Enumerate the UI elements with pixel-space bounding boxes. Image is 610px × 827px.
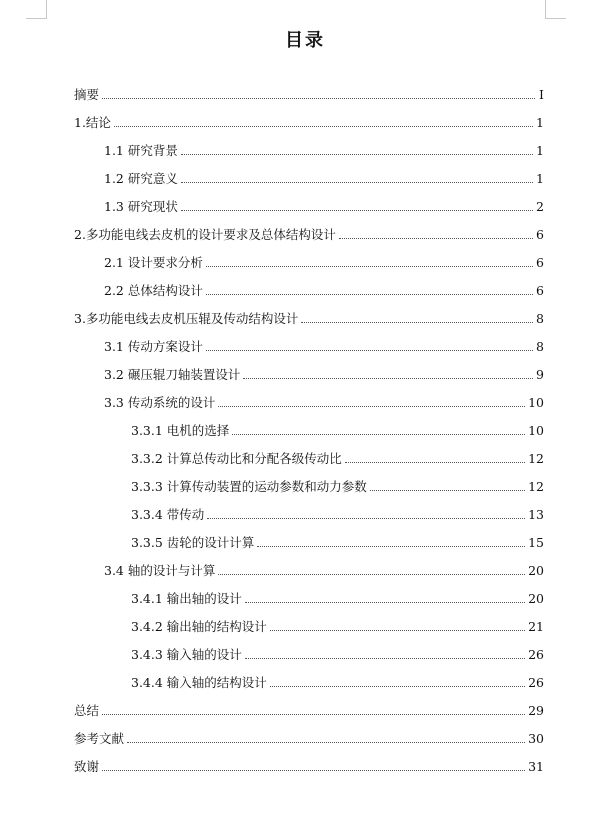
toc-entry-page: 20 [528, 562, 544, 578]
toc-entry[interactable] [74, 640, 544, 668]
toc-entry-page: 8 [536, 310, 544, 326]
toc-leader-dots [301, 321, 533, 323]
toc-entry-page: 12 [528, 478, 544, 494]
toc-entry-page: 31 [528, 758, 544, 774]
toc-entry[interactable] [74, 472, 544, 500]
toc-entry-page: 6 [536, 254, 544, 270]
toc-entry[interactable] [74, 332, 544, 360]
toc-entry[interactable] [74, 192, 544, 220]
toc-entry-page: 9 [536, 366, 544, 382]
toc-entry[interactable] [74, 416, 544, 444]
toc-entry[interactable] [74, 584, 544, 612]
toc-leader-dots [245, 601, 525, 603]
toc-entry-page: 20 [528, 590, 544, 606]
toc-entry[interactable] [74, 696, 544, 724]
toc-entry-label: 3.3.1 电机的选择 [131, 423, 230, 438]
toc-entry-page: 26 [528, 674, 544, 690]
toc-leader-dots [181, 153, 533, 155]
toc-entry-label: 3.4.1 输出轴的设计 [131, 591, 242, 606]
toc-entry-page: 2 [536, 198, 544, 214]
toc-entry[interactable] [74, 360, 544, 388]
toc-entry-label: 3.多功能电线去皮机压辊及传动结构设计 [74, 311, 299, 326]
toc-entry[interactable] [74, 164, 544, 192]
toc-entry-label: 参考文献 [74, 731, 125, 746]
toc-entry-label: 总结 [74, 703, 100, 718]
page-corner-mark-right [545, 0, 566, 19]
toc-leader-dots [206, 349, 533, 351]
toc-entry-label: 1.3 研究现状 [104, 199, 178, 214]
toc-entry-page: 10 [528, 394, 544, 410]
toc-leader-dots [218, 405, 525, 407]
toc-leader-dots [232, 433, 525, 435]
table-of-contents [74, 80, 544, 780]
toc-entry-label: 2.2 总体结构设计 [104, 283, 203, 298]
toc-entry-page: 15 [528, 534, 544, 550]
toc-entry[interactable] [74, 276, 544, 304]
toc-leader-dots [270, 685, 525, 687]
toc-entry-label: 3.4.4 输入轴的结构设计 [131, 675, 267, 690]
toc-leader-dots [257, 545, 525, 547]
toc-leader-dots [102, 713, 525, 715]
toc-entry-page: 29 [528, 702, 544, 718]
toc-leader-dots [245, 657, 525, 659]
toc-entry-page: 1 [536, 170, 544, 186]
toc-entry[interactable] [74, 388, 544, 416]
toc-entry-label: 3.3.3 计算传动装置的运动参数和动力参数 [131, 479, 367, 494]
toc-leader-dots [270, 629, 525, 631]
toc-entry-label: 3.4.2 输出轴的结构设计 [131, 619, 267, 634]
toc-leader-dots [207, 517, 525, 519]
toc-leader-dots [345, 461, 525, 463]
toc-entry-page: 30 [528, 730, 544, 746]
toc-entry[interactable] [74, 220, 544, 248]
toc-leader-dots [206, 293, 533, 295]
toc-entry[interactable] [74, 612, 544, 640]
toc-entry-page: 1 [536, 142, 544, 158]
toc-entry-page: 13 [528, 506, 544, 522]
toc-entry-page: I [539, 86, 544, 102]
toc-entry-label: 3.3 传动系统的设计 [104, 395, 216, 410]
toc-entry[interactable] [74, 304, 544, 332]
toc-entry-page: 1 [536, 114, 544, 130]
toc-entry[interactable] [74, 108, 544, 136]
toc-entry-page: 21 [528, 618, 544, 634]
toc-entry-label: 3.4 轴的设计与计算 [104, 563, 216, 578]
page-corner-mark-left [26, 0, 47, 19]
toc-entry-label: 2.多功能电线去皮机的设计要求及总体结构设计 [74, 227, 336, 242]
toc-entry-label: 3.3.2 计算总传动比和分配各级传动比 [131, 451, 342, 466]
toc-entry-label: 3.2 碾压辊刀轴装置设计 [104, 367, 241, 382]
toc-entry[interactable] [74, 136, 544, 164]
toc-entry-label: 3.1 传动方案设计 [104, 339, 203, 354]
toc-entry-page: 12 [528, 450, 544, 466]
toc-leader-dots [218, 573, 525, 575]
toc-entry-label: 摘要 [74, 87, 100, 102]
toc-leader-dots [206, 265, 533, 267]
toc-entry[interactable] [74, 80, 544, 108]
toc-entry-label: 3.3.5 齿轮的设计计算 [131, 535, 255, 550]
toc-leader-dots [339, 237, 533, 239]
toc-entry-page: 10 [528, 422, 544, 438]
toc-entry[interactable] [74, 248, 544, 276]
toc-leader-dots [181, 209, 533, 211]
toc-leader-dots [102, 769, 525, 771]
page-title: 目录 [285, 30, 325, 51]
toc-entry-label: 1.1 研究背景 [104, 143, 178, 158]
toc-leader-dots [370, 489, 525, 491]
toc-entry-page: 6 [536, 282, 544, 298]
toc-leader-dots [102, 97, 535, 99]
toc-leader-dots [243, 377, 533, 379]
toc-entry-label: 1.2 研究意义 [104, 171, 178, 186]
toc-leader-dots [114, 125, 533, 127]
toc-leader-dots [181, 181, 533, 183]
toc-entry-page: 26 [528, 646, 544, 662]
toc-entry-label: 2.1 设计要求分析 [104, 255, 203, 270]
toc-leader-dots [127, 741, 525, 743]
toc-entry[interactable] [74, 556, 544, 584]
toc-entry-label: 3.3.4 带传动 [131, 507, 205, 522]
toc-entry[interactable] [74, 528, 544, 556]
toc-entry[interactable] [74, 500, 544, 528]
toc-entry-page: 6 [536, 226, 544, 242]
toc-entry[interactable] [74, 724, 544, 752]
toc-entry-label: 致谢 [74, 759, 100, 774]
toc-entry-label: 1.结论 [74, 115, 111, 130]
toc-entry[interactable] [74, 444, 544, 472]
toc-entry[interactable] [74, 752, 544, 780]
toc-entry-page: 8 [536, 338, 544, 354]
toc-entry[interactable] [74, 668, 544, 696]
toc-entry-label: 3.4.3 输入轴的设计 [131, 647, 242, 662]
